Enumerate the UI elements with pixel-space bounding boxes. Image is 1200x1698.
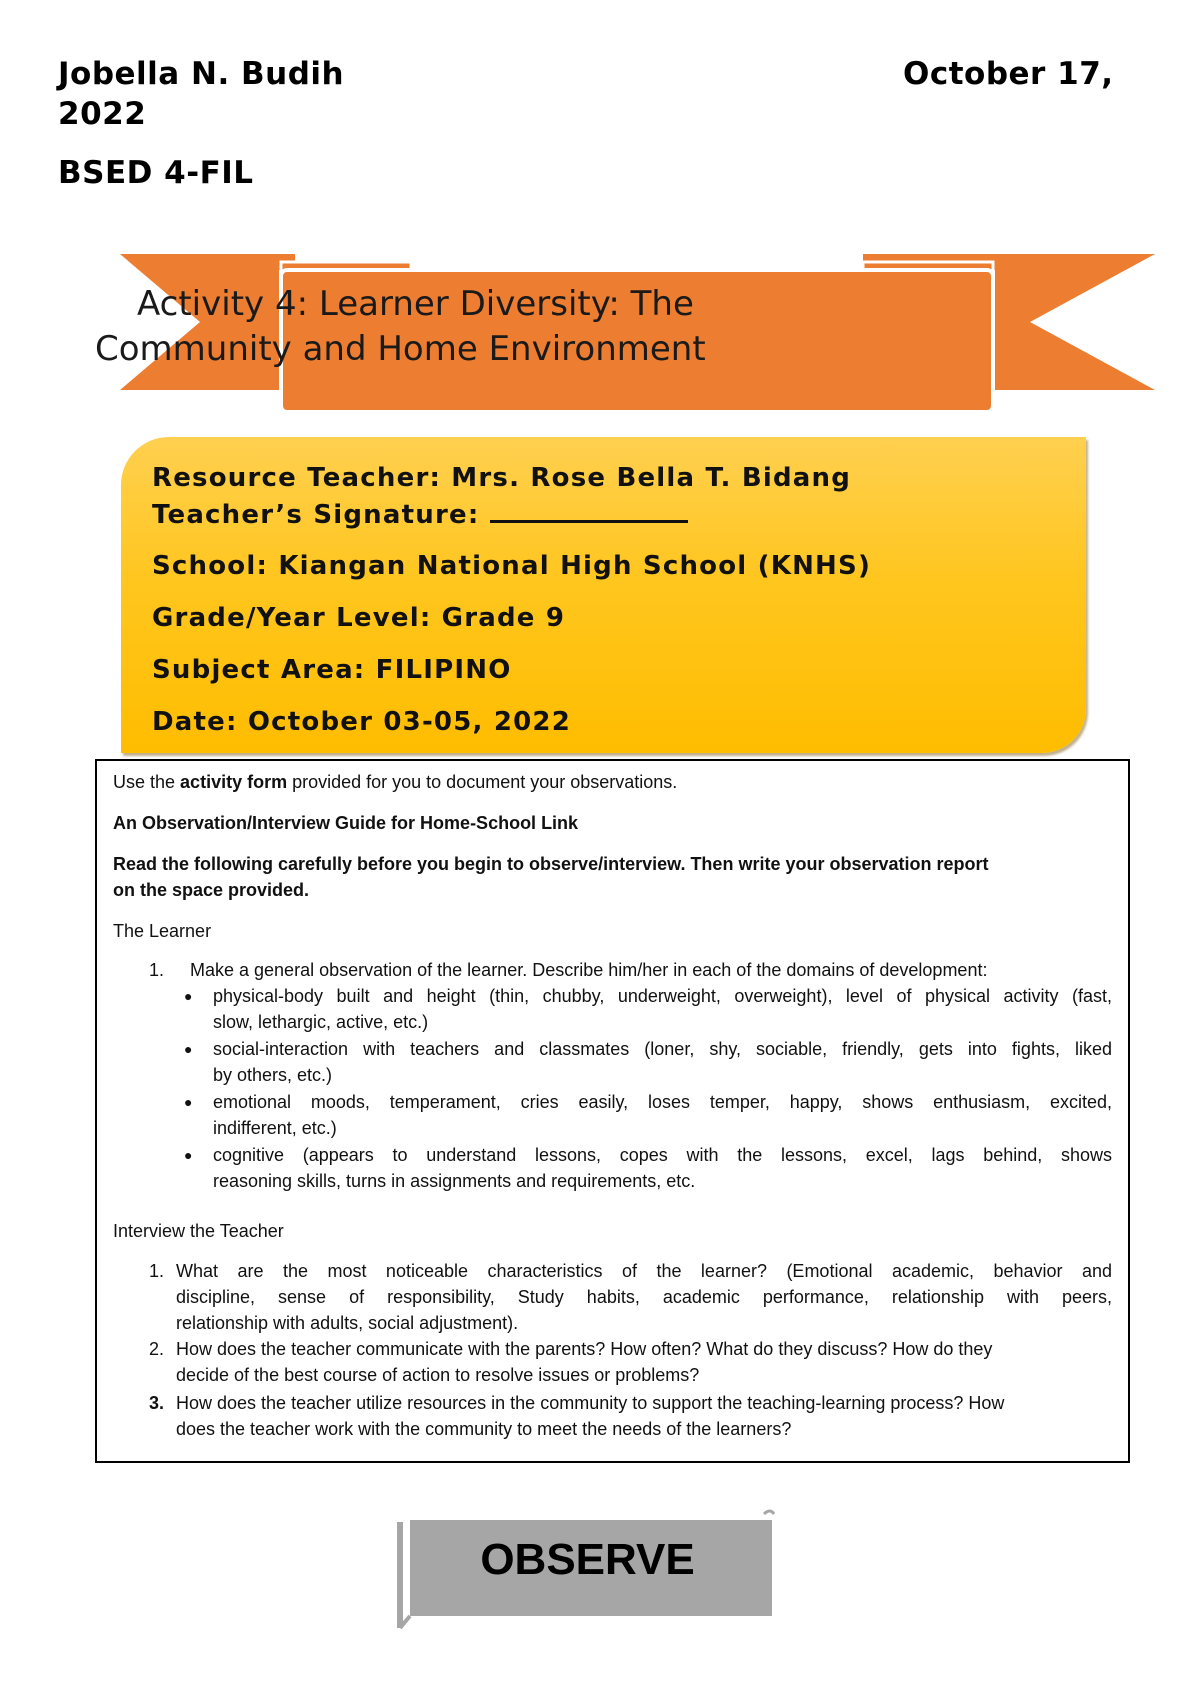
bullet-cognitive-line1: cognitive (appears to understand lessons, copes with the lessons, excel, lags behind, shows — [213, 1145, 1112, 1165]
teacher-section-title: Interview the Teacher — [113, 1221, 284, 1241]
question-number: 3. — [149, 1393, 165, 1413]
signature-blank — [490, 498, 688, 523]
learner-item-number: 1. — [149, 960, 165, 980]
learner-section-title: The Learner — [113, 921, 212, 941]
bullet-social-line2: by others, etc.) — [213, 1065, 333, 1085]
question-number: 1. — [149, 1261, 165, 1281]
intro-bold: activity form — [180, 772, 288, 792]
bullet-emotional-line2: indifferent, etc.) — [213, 1118, 337, 1138]
bullet-dot: ● — [184, 1041, 193, 1057]
activity-title — [95, 282, 855, 372]
question-1-line1: What are the most noticeable characteristics of the learner? (Emotional academic, behavior and — [176, 1261, 1112, 1281]
bullet-emotional-line1: emotional moods, temperament, cries easily, loses temper, happy, shows enthusiasm, excited, — [213, 1092, 1112, 1112]
guide-heading: An Observation/Interview Guide for Home-School Link — [113, 813, 579, 833]
resource-teacher: Resource Teacher: Mrs. Rose Bella T. Bidang — [152, 463, 852, 493]
observation-date: Date: October 03-05, 2022 — [152, 707, 572, 737]
course-label: BSED 4-FIL — [58, 155, 254, 191]
bullet-physical-line2: slow, lethargic, active, etc.) — [213, 1012, 429, 1032]
learner-item-text: Make a general observation of the learner. Describe him/her in each of the domains of development: — [190, 960, 988, 980]
bullet-physical-line1: physical-body built and height (thin, chubby, underweight, overweight), level of physical activity (fast, — [213, 986, 1112, 1006]
question-2-line2: decide of the best course of action to resolve issues or problems? — [176, 1365, 700, 1385]
bullet-dot: ● — [184, 1147, 193, 1163]
question-3-line2: does the teacher work with the community to meet the needs of the learners? — [176, 1419, 792, 1439]
intro-text — [113, 769, 1112, 795]
instruction-line2: on the space provided. — [113, 880, 310, 900]
date-part1: October 17, — [903, 56, 1114, 92]
grade-level: Grade/Year Level: Grade 9 — [152, 603, 566, 633]
activity-title-line1: Activity 4: Learner Diversity: The — [137, 284, 694, 324]
question-2-line1: How does the teacher communicate with the parents? How often? What do they discuss? How do they — [176, 1339, 993, 1359]
question-number: 2. — [149, 1339, 165, 1359]
teacher-signature-line — [152, 498, 688, 530]
school: School: Kiangan National High School (KNHS) — [152, 551, 872, 581]
bullet-dot: ● — [184, 988, 193, 1004]
student-name: Jobella N. Budih — [58, 56, 345, 92]
date-part2: 2022 — [58, 96, 147, 132]
observe-label: OBSERVE — [480, 1535, 695, 1584]
question-1-line3: relationship with adults, social adjustment). — [176, 1313, 519, 1333]
intro-pre: Use the — [113, 772, 181, 792]
observation-guide — [95, 759, 1130, 1463]
bullet-cognitive-line2: reasoning skills, turns in assignments and requirements, etc. — [213, 1171, 696, 1191]
intro-post: provided for you to document your observations. — [287, 772, 678, 792]
bullet-dot: ● — [184, 1094, 193, 1110]
instruction-line1: Read the following carefully before you begin to observe/interview. Then write your observation report — [113, 854, 989, 874]
subject-area: Subject Area: FILIPINO — [152, 655, 512, 685]
signature-label: Teacher’s Signature: — [152, 500, 480, 530]
bullet-social-line1: social-interaction with teachers and classmates (loner, shy, sociable, friendly, gets into fights, liked — [213, 1039, 1112, 1059]
question-3-line1: How does the teacher utilize resources in the community to support the teaching-learning process? How — [176, 1393, 1005, 1413]
question-1-line2: discipline, sense of responsibility, Study habits, academic performance, relationship with peers, — [176, 1287, 1112, 1307]
activity-title-line2: Community and Home Environment — [95, 329, 706, 369]
